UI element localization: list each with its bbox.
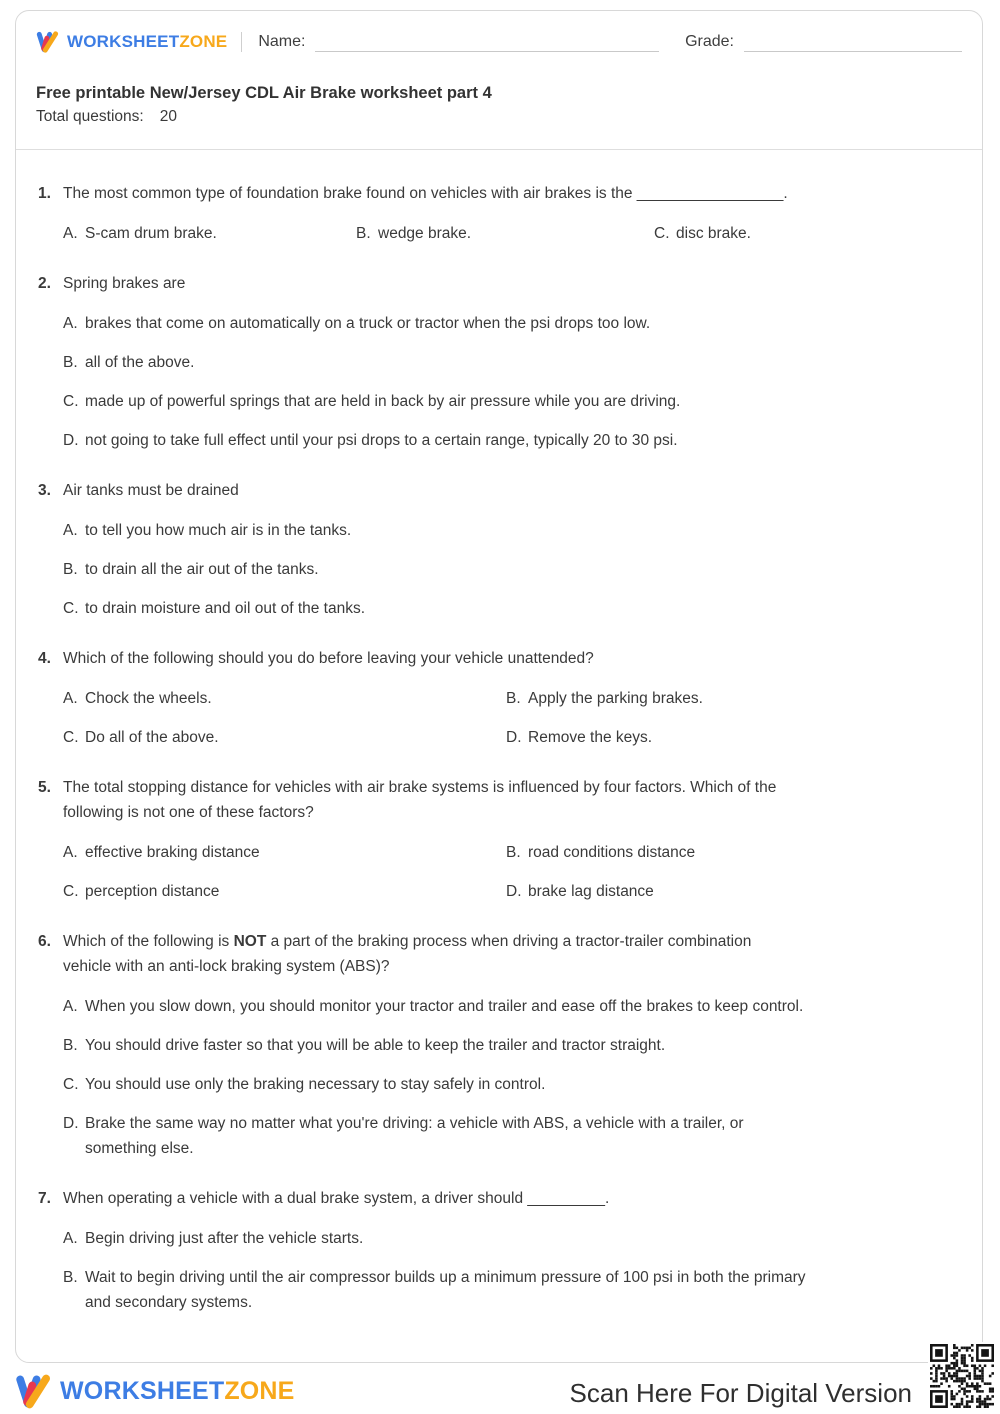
option-letter: A. bbox=[63, 315, 78, 332]
option-letter: B. bbox=[63, 1037, 78, 1054]
header-row bbox=[36, 28, 962, 56]
footer-logo-text-zone: ZONE bbox=[224, 1376, 295, 1405]
worksheetzone-logo bbox=[36, 31, 227, 53]
option bbox=[63, 311, 960, 336]
question-block bbox=[38, 478, 960, 621]
question-block bbox=[38, 929, 960, 1161]
options-group bbox=[63, 221, 960, 246]
option-text: effective braking distance bbox=[85, 844, 260, 861]
option-text: Wait to begin driving until the air compressor builds up a minimum pressure of 100 psi in both the primary and secondary systems. bbox=[85, 1269, 806, 1311]
option-letter: B. bbox=[63, 561, 78, 578]
options-group bbox=[63, 1226, 960, 1315]
option-text: S-cam drum brake. bbox=[85, 225, 217, 242]
options-group bbox=[63, 840, 960, 904]
name-label: Name: bbox=[258, 33, 306, 50]
total-questions-value: 20 bbox=[159, 108, 177, 125]
question-number: 2. bbox=[38, 275, 51, 292]
option-letter: C. bbox=[63, 600, 79, 617]
option-text: not going to take full effect until your psi drops to a certain range, typically 20 to 30 psi. bbox=[85, 432, 678, 449]
qr-code bbox=[928, 1342, 996, 1410]
option bbox=[63, 557, 960, 582]
worksheetzone-w-icon bbox=[15, 1374, 53, 1409]
option-text: to drain all the air out of the tanks. bbox=[85, 561, 319, 578]
option bbox=[63, 389, 960, 414]
question-block bbox=[38, 646, 960, 750]
option bbox=[506, 725, 960, 750]
worksheet-title: Free printable New/Jersey CDL Air Brake worksheet part 4 bbox=[36, 84, 492, 102]
option bbox=[63, 879, 506, 904]
option-text: made up of powerful springs that are held in back by air pressure while you are driving. bbox=[85, 393, 681, 410]
option bbox=[63, 428, 960, 453]
question-text: Which of the following is NOT a part of the braking process when driving a tractor-trailer combination vehicle with an anti-lock braking system (ABS)? bbox=[63, 933, 752, 975]
option bbox=[63, 596, 960, 621]
header-divider bbox=[241, 32, 242, 52]
question-body bbox=[63, 775, 960, 904]
option bbox=[63, 1033, 960, 1058]
question-text: The most common type of foundation brake found on vehicles with air brakes is the _________________. bbox=[63, 185, 788, 202]
option-letter: A. bbox=[63, 844, 78, 861]
question-body bbox=[63, 271, 960, 453]
option-text: Brake the same way no matter what you're driving: a vehicle with ABS, a vehicle with a trailer, or something else. bbox=[85, 1115, 744, 1157]
option-letter: D. bbox=[63, 432, 79, 449]
options-group bbox=[63, 311, 960, 453]
footer-logo-text-worksheet: WORKSHEET bbox=[60, 1376, 225, 1405]
option-text: brake lag distance bbox=[528, 883, 654, 900]
option bbox=[63, 994, 960, 1019]
option bbox=[63, 840, 506, 865]
question-text: The total stopping distance for vehicles with air brake systems is influenced by four factors. Which of the following is not one of these factors? bbox=[63, 779, 777, 821]
option-letter: D. bbox=[506, 883, 522, 900]
option-text: wedge brake. bbox=[378, 225, 472, 242]
footer-logo-wordmark bbox=[60, 1377, 295, 1406]
option-text: Remove the keys. bbox=[528, 729, 653, 746]
option bbox=[506, 686, 960, 711]
question-block bbox=[38, 1186, 960, 1315]
option bbox=[506, 840, 960, 865]
question-number: 6. bbox=[38, 933, 51, 950]
question-text: Air tanks must be drained bbox=[63, 482, 239, 499]
question-block bbox=[38, 181, 960, 246]
questions-list bbox=[16, 150, 982, 1315]
option-letter: B. bbox=[63, 354, 78, 371]
option bbox=[654, 221, 960, 246]
option-letter: C. bbox=[63, 883, 79, 900]
option-letter: C. bbox=[63, 393, 79, 410]
option bbox=[63, 725, 506, 750]
logo-text-zone: ZONE bbox=[179, 32, 228, 51]
option-letter: B. bbox=[356, 225, 371, 242]
question-text: Spring brakes are bbox=[63, 275, 186, 292]
option bbox=[63, 686, 506, 711]
option bbox=[63, 1072, 960, 1097]
option-text: to tell you how much air is in the tanks. bbox=[85, 522, 352, 539]
question-text: When operating a vehicle with a dual brake system, a driver should _________. bbox=[63, 1190, 610, 1207]
logo-text-worksheet: WORKSHEET bbox=[67, 32, 180, 51]
name-fill-line bbox=[315, 33, 659, 52]
worksheet-header bbox=[16, 11, 982, 150]
question-body bbox=[63, 1186, 960, 1315]
worksheet-card bbox=[15, 10, 983, 1363]
option-letter: C. bbox=[63, 1076, 79, 1093]
option-text: to drain moisture and oil out of the tanks. bbox=[85, 600, 366, 617]
question-number: 7. bbox=[38, 1190, 51, 1207]
question-body bbox=[63, 929, 960, 1161]
option bbox=[63, 1226, 960, 1251]
grade-fill-line bbox=[744, 33, 962, 52]
option-letter: D. bbox=[63, 1115, 79, 1132]
option-letter: A. bbox=[63, 522, 78, 539]
option-letter: C. bbox=[63, 729, 79, 746]
option-letter: B. bbox=[63, 1269, 78, 1286]
footer-logo bbox=[15, 1374, 295, 1409]
question-body bbox=[63, 181, 960, 246]
option-letter: A. bbox=[63, 225, 78, 242]
question-number: 4. bbox=[38, 650, 51, 667]
question-body bbox=[63, 478, 960, 621]
option bbox=[63, 1111, 960, 1161]
scan-here-text: Scan Here For Digital Version bbox=[569, 1378, 912, 1408]
options-group bbox=[63, 686, 960, 750]
option-text: road conditions distance bbox=[528, 844, 696, 861]
option-text: perception distance bbox=[85, 883, 220, 900]
worksheetzone-w-icon bbox=[36, 31, 60, 53]
option-text: Do all of the above. bbox=[85, 729, 219, 746]
option bbox=[63, 221, 356, 246]
option-letter: B. bbox=[506, 844, 521, 861]
option-text: Apply the parking brakes. bbox=[528, 690, 703, 707]
option-text: When you slow down, you should monitor your tractor and trailer and ease off the brakes to keep control. bbox=[85, 998, 804, 1015]
question-number: 3. bbox=[38, 482, 51, 499]
option-text: You should drive faster so that you will be able to keep the trailer and tractor straight. bbox=[85, 1037, 666, 1054]
option-letter: A. bbox=[63, 998, 78, 1015]
question-block bbox=[38, 775, 960, 904]
option-text: Begin driving just after the vehicle starts. bbox=[85, 1230, 364, 1247]
question-body bbox=[63, 646, 960, 750]
options-group bbox=[63, 518, 960, 621]
total-questions bbox=[36, 105, 962, 128]
question-text: Which of the following should you do before leaving your vehicle unattended? bbox=[63, 650, 594, 667]
option-text: Chock the wheels. bbox=[85, 690, 212, 707]
question-number: 1. bbox=[38, 185, 51, 202]
option-letter: D. bbox=[506, 729, 522, 746]
logo-wordmark bbox=[67, 32, 227, 52]
options-group bbox=[63, 994, 960, 1161]
question-number: 5. bbox=[38, 779, 51, 796]
question-block bbox=[38, 271, 960, 453]
option bbox=[63, 518, 960, 543]
option bbox=[63, 350, 960, 375]
option-text: brakes that come on automatically on a truck or tractor when the psi drops too low. bbox=[85, 315, 651, 332]
option-letter: C. bbox=[654, 225, 670, 242]
option-letter: A. bbox=[63, 1230, 78, 1247]
option bbox=[356, 221, 654, 246]
option-text: disc brake. bbox=[676, 225, 751, 242]
option-text: You should use only the braking necessary to stay safely in control. bbox=[85, 1076, 546, 1093]
grade-label: Grade: bbox=[685, 33, 734, 50]
option-text: all of the above. bbox=[85, 354, 195, 371]
option bbox=[63, 1265, 960, 1315]
option bbox=[506, 879, 960, 904]
option-letter: A. bbox=[63, 690, 78, 707]
total-questions-label: Total questions: bbox=[36, 108, 144, 125]
option-letter: B. bbox=[506, 690, 521, 707]
